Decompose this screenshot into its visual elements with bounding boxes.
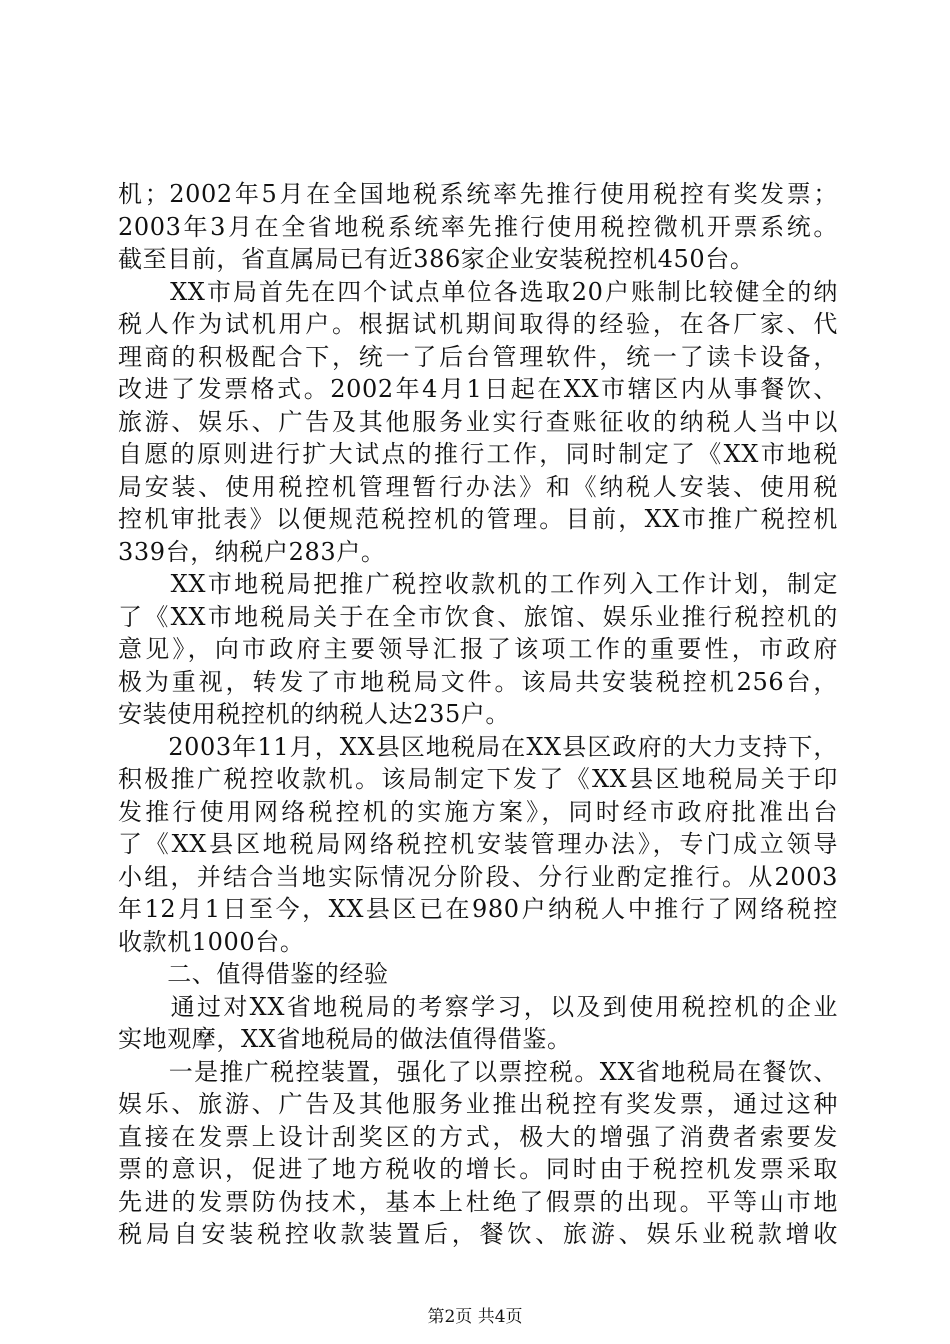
body-line: 控机审批表》以便规范税控机的管理。目前，XX市推广税控机 xyxy=(118,505,838,533)
body-line: 税人作为试机用户。根据试机期间取得的经验，在各厂家、代 xyxy=(118,310,838,338)
body-line: 小组，并结合当地实际情况分阶段、分行业酌定推行。从2003 xyxy=(118,862,838,891)
body-line: XX市局首先在四个试点单位各选取20户账制比较健全的纳 xyxy=(118,277,838,306)
document-body xyxy=(118,178,838,1251)
body-line: 积极推广税控收款机。该局制定下发了《XX县区地税局关于印 xyxy=(118,765,838,793)
body-line: 年12月1日至今，XX县区已在980户纳税人中推行了网络税控 xyxy=(118,895,838,923)
body-line: 改进了发票格式。2002年4月1日起在XX市辖区内从事餐饮、 xyxy=(118,375,838,403)
body-line: 2003年11月，XX县区地税局在XX县区政府的大力支持下， xyxy=(118,732,838,761)
body-line: 实地观摩，XX省地税局的做法值得借鉴。 xyxy=(118,1025,572,1053)
body-line: 了《XX县区地税局网络税控机安装管理办法》，专门成立领导 xyxy=(118,830,838,858)
body-line: 安装使用税控机的纳税人达235户。 xyxy=(118,700,511,728)
body-line: 通过对XX省地税局的考察学习，以及到使用税控机的企业 xyxy=(118,992,838,1021)
body-line: 先进的发票防伪技术，基本上杜绝了假票的出现。平等山市地 xyxy=(118,1187,838,1216)
body-line: 339台，纳税户283户。 xyxy=(118,537,386,566)
body-line: 发推行使用网络税控机的实施方案》，同时经市政府批准出台 xyxy=(118,797,838,826)
body-line: 旅游、娱乐、广告及其他服务业实行查账征收的纳税人当中以 xyxy=(118,407,838,436)
body-line: 截至目前，省直属局已有近386家企业安装税控机450台。 xyxy=(118,245,755,273)
body-line: 收款机1000台。 xyxy=(118,927,305,956)
body-line: 2003年3月在全省地税系统率先推行使用税控微机开票系统。 xyxy=(118,212,838,241)
body-line: 了《XX市地税局关于在全市饮食、旅馆、娱乐业推行税控机的 xyxy=(118,602,838,631)
body-line: 极为重视，转发了市地税局文件。该局共安装税控机256台， xyxy=(118,667,838,696)
body-line: 机；2002年5月在全国地税系统率先推行使用税控有奖发票； xyxy=(118,180,838,208)
body-line: 自愿的原则进行扩大试点的推行工作，同时制定了《XX市地税 xyxy=(118,440,838,468)
page-footer: 第2页 共4页 xyxy=(427,1307,523,1327)
body-line: 局安装、使用税控机管理暂行办法》和《纳税人安装、使用税 xyxy=(118,472,838,501)
body-line: 理商的积极配合下，统一了后台管理软件，统一了读卡设备， xyxy=(118,342,838,371)
body-line: 一是推广税控装置，强化了以票控税。XX省地税局在餐饮、 xyxy=(118,1057,838,1086)
body-line: 直接在发票上设计刮奖区的方式，极大的增强了消费者索要发 xyxy=(118,1122,838,1151)
body-line: 二、值得借鉴的经验 xyxy=(118,960,389,988)
body-line: XX市地税局把推广税控收款机的工作列入工作计划，制定 xyxy=(118,570,838,598)
body-line: 税局自安装税控收款装置后，餐饮、旅游、娱乐业税款增收 xyxy=(118,1220,838,1248)
body-line: 娱乐、旅游、广告及其他服务业推出税控有奖发票，通过这种 xyxy=(118,1090,838,1118)
body-line: 意见》，向市政府主要领导汇报了该项工作的重要性，市政府 xyxy=(118,635,838,663)
body-line: 票的意识，促进了地方税收的增长。同时由于税控机发票采取 xyxy=(118,1155,838,1183)
